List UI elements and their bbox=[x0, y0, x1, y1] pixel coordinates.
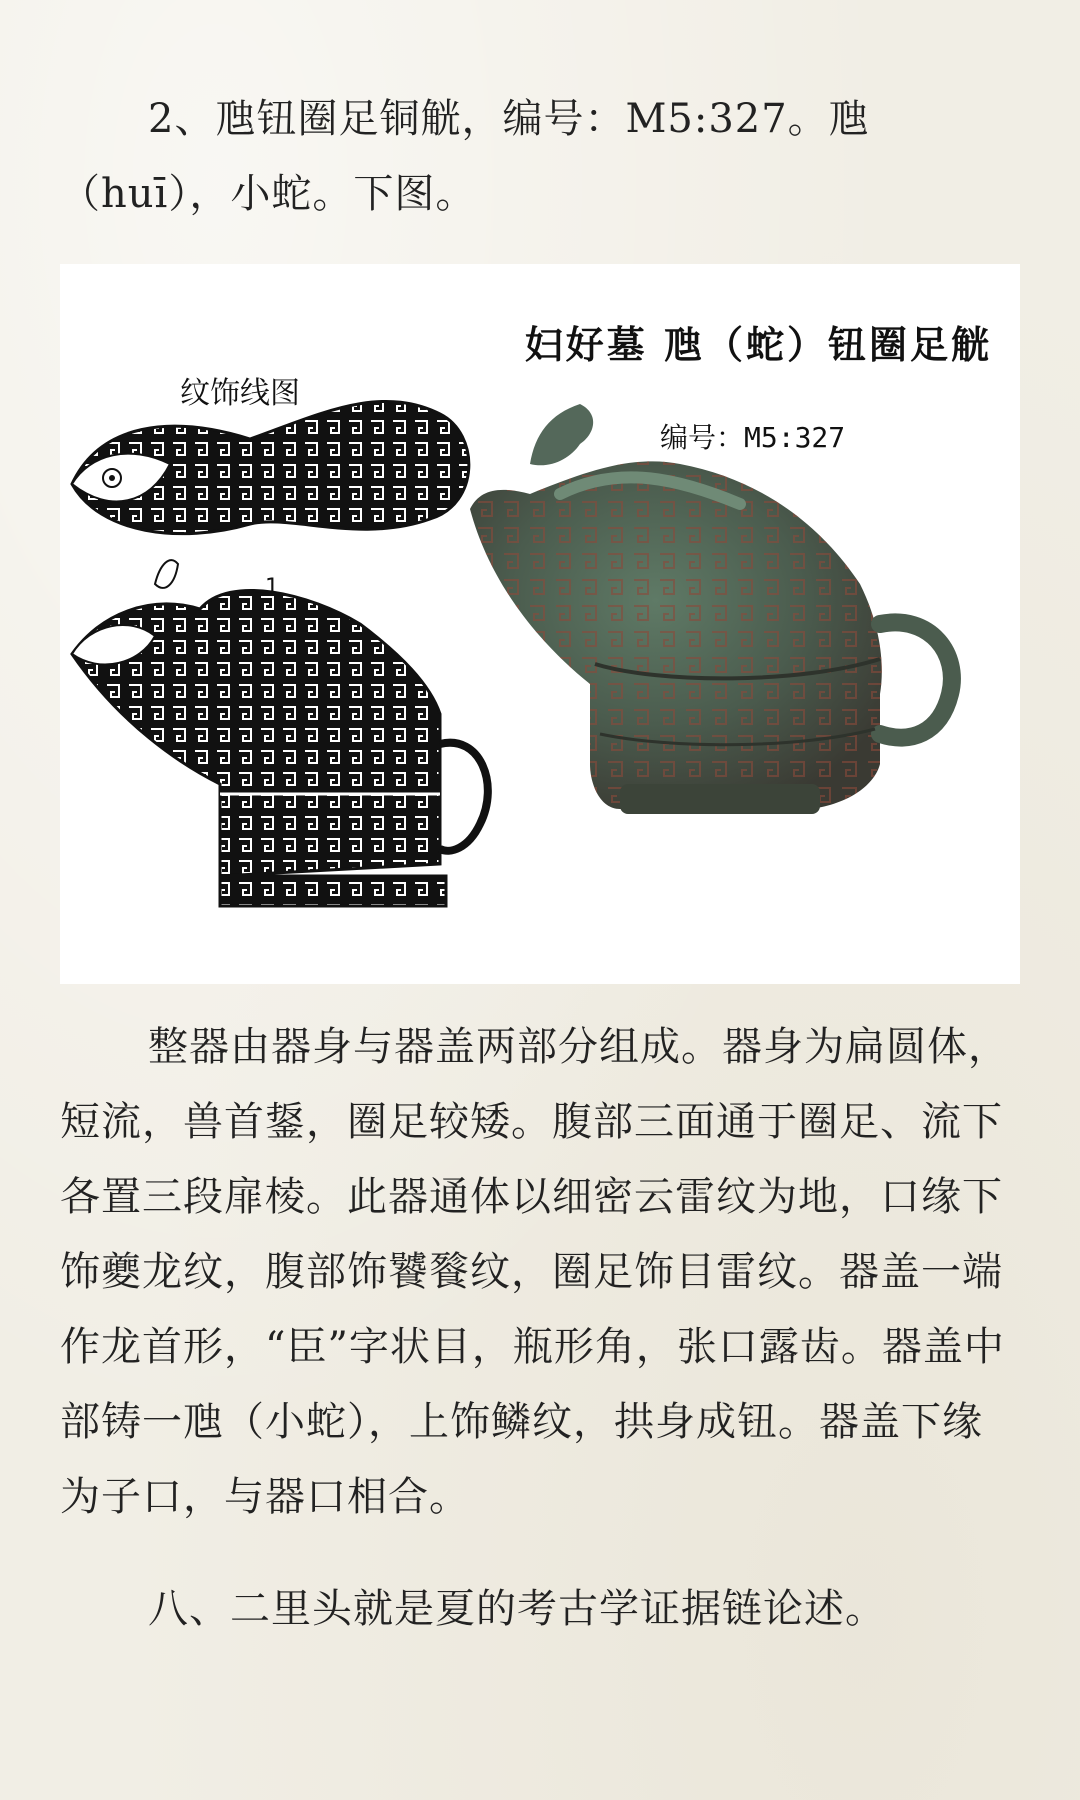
bronze-gong-photo bbox=[470, 404, 952, 814]
description-paragraph: 整器由器身与器盖两部分组成。器身为扁圆体，短流，兽首鋬，圈足较矮。腹部三面通于圈足、流下各置三段扉棱。此器通体以细密云雷纹为地，口缘下饰夔龙纹，腹部饰饕餮纹，圈足饰目雷纹。器盖一端作龙首形，“臣”字状目，瓶形角，张口露齿。器盖中部铸一虺（小蛇），上饰鳞纹，拱身成钮。器盖下缘为子口，与器口相合。 bbox=[60, 1024, 1009, 1520]
next-section-heading: 八、二里头就是夏的考古学证据链论述。 bbox=[148, 1586, 886, 1632]
artifact-figure bbox=[60, 264, 1020, 984]
figure-code: 编号：M5:327 bbox=[660, 421, 846, 454]
figure-title: 妇好墓 虺（蛇）钮圈足觥 bbox=[524, 322, 992, 367]
line-drawing-number: 1 bbox=[265, 575, 279, 600]
body-line-drawing bbox=[72, 560, 488, 906]
lid-line-drawing bbox=[72, 401, 469, 533]
intro-paragraph: 2、虺钮圈足铜觥，编号：M5:327。虺（huī），小蛇。下图。 bbox=[60, 96, 870, 217]
line-drawing-label: 纹饰线图 bbox=[180, 376, 300, 411]
